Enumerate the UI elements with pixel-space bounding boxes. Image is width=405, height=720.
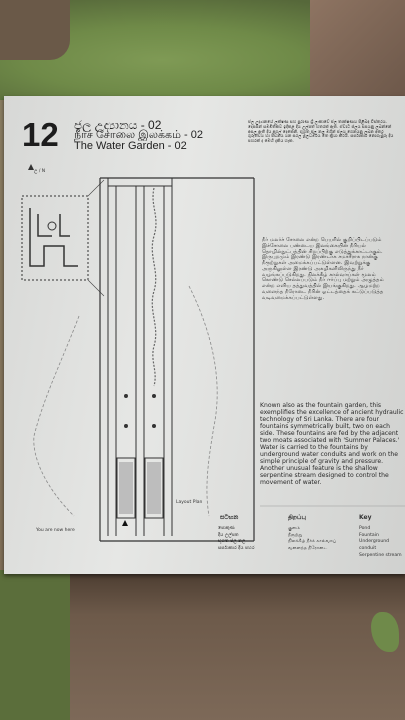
legend-item: நீரூற்று [288,532,303,538]
pond-left-fill [119,462,133,514]
legend-item: நிலக்கீழ் நீர்க் கால்வாய் [288,539,337,545]
legend-item: භූගත ජල නල [218,539,246,545]
boundary-left [34,316,79,516]
legend-tamil [288,526,336,553]
title-sinhala: ජල උද්‍යානය - 02 [74,118,162,132]
boundary-right [189,286,217,516]
tamil-description: நீர் மலர்ச் சோலை என்ற பெயரில் குறிப்பிடப்படும் இச்சோலை பண்டைய இலங்கையின் நீரியல் தொழில்நுட்பத்தின் சிறப்பிற்கு எடுத்துக்காட்டாகும். இருபுறமும் இரண்டு இரண்டாக சமச்சீராக நான்கு நீரூற்றுகள் அமைக்கப்பட்டுள்ளன. இவற்றுக்கு அருகிலுள்ள இரண்டு அகழிகளிலிருந்து நீர் வழங்கப்படுகிறது. நிலக்கீழ் கால்வாய்கள் மூலம் கொண்டு செல்லப்படும் நீர் ஈர்ப்பு மற்றும் அழுத்தம் என்ற எளிய தத்துவத்தில் இயங்குகிறது. ஆழமற்ற வளைந்த நீரோடை நீரின் ஓட்டத்தைக் கட்டுப்படுத்த வடிவமைக்கப்பட்டுள்ளது. [262,237,384,301]
legend-header-sinhala: සටහන [220,514,239,521]
fountain-2 [152,394,156,398]
information-sign [4,96,405,574]
north-label: උ / N [34,169,46,174]
top-channel [108,178,172,186]
inset-map-frame [22,196,88,280]
pond-right-fill [147,462,161,514]
stone-block [0,0,70,60]
legend-sinhala [218,526,254,553]
inset-map-outline [30,208,78,266]
fountain-4 [152,424,156,428]
sign-number: 12 [22,116,59,153]
legend-item: Pond [359,526,371,531]
legend-item: Serpentine stream [359,552,402,558]
title-tamil: நீர்ச் சோலை இலக்கம் - 02 [74,129,203,141]
legend-item: Underground conduit [359,539,390,551]
legend-item: வளைந்த நீரோடை [288,545,328,551]
inset-pointer-lines [88,180,104,296]
legend-item: දිය උල්පත [218,532,239,538]
fountain-3 [124,424,128,428]
channel-lines [108,186,172,536]
english-description: Known also as the fountain garden, this exemplifies the excellence of ancient hydraulic technology of Sri Lanka. There are four fountains symmetrically built, two on each side. These fountains are fed by the adjacent two moats associated with 'Summer Palaces.' Water is carried to the fountains by underground water conduits and work on the simple principle of gravity and pressure. Another unusual feature is the shallow serpentine stream designed to control the movement of water. [260,402,404,486]
legend-english [359,526,405,559]
legend-header-tamil: திறப்பு [288,514,306,521]
serpentine-stream [152,188,156,386]
inset-map-pond [48,222,56,230]
legend-item: Fountain [359,532,379,538]
fountain-1 [124,394,128,398]
legend-item: පොකුණ [218,526,235,531]
layout-plan-diagram [4,96,405,574]
you-are-here-marker [122,520,128,526]
legend-item: குளம் [288,526,300,531]
stone-wall [310,0,405,96]
sinhala-description: ජල උද්‍යානයේ ලක්ෂණ සහ පුරාණ ශ්‍රී ලංකාවේ ජල තාක්ෂණය පිළිබඳ විස්තරය. දෙපසින් සමමිතිකව ඉදිකළ දිය උල්පත් හතරක් ඇත. ඒවාට ජලය සපයනු ලබන්නේ අසල ඇති දිය අගල් දෙකෙනි. භූගත ජල නල මගින් ජලය ගෙනයනු ලබන අතර ගුරුත්වය හා පීඩනය යන සරල මූලධර්මය මත ක්‍රියා කරයි. සර්පාකාර නොගැඹුරු දිය පහරක් ද මෙහි දැකිය හැක. [248,119,394,144]
legend-item: සර්පාකාර දිය පහර [218,545,255,551]
title-english: The Water Garden - 02 [74,140,187,152]
grass-patch [0,570,70,720]
layout-plan-label: Layout Plan [176,500,203,505]
you-are-here-label: You are now here [36,528,75,533]
legend-header-english: Key [359,514,372,521]
